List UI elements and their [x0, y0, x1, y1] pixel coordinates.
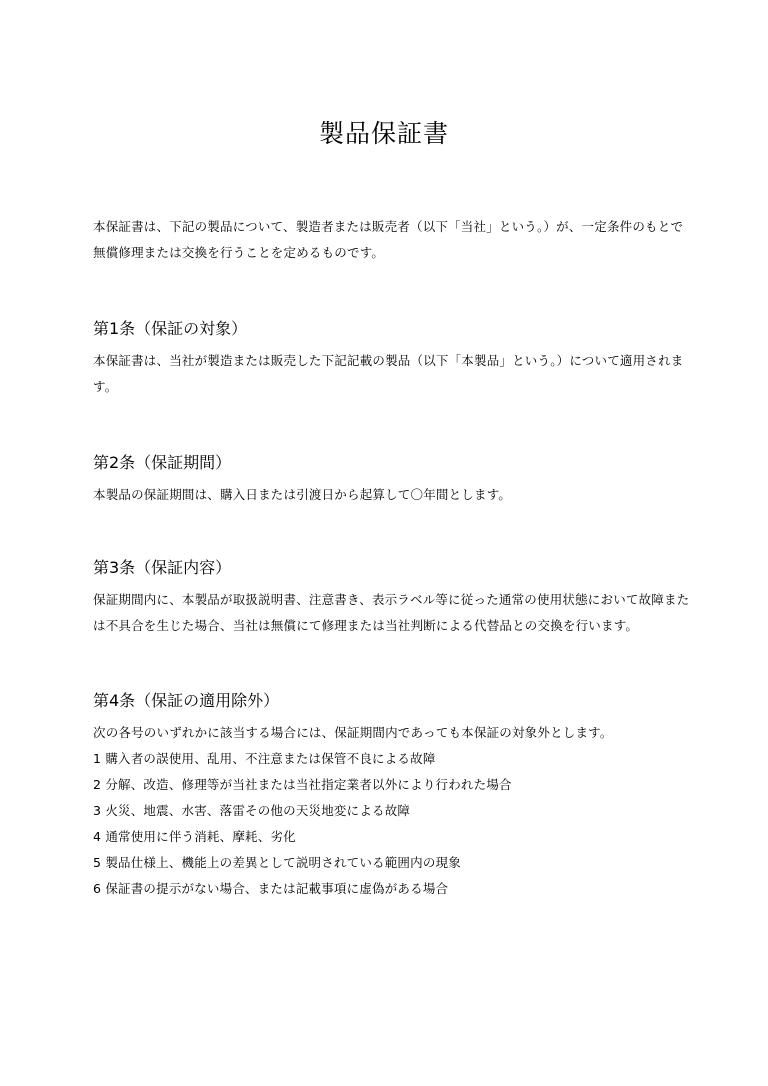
section-body: 本保証書は、当社が製造または販売した下記記載の製品（以下「本製品」という。）について適用されます。	[93, 353, 684, 394]
section-body: 保証期間内に、本製品が取扱説明書、注意書き、表示ラベル等に従った通常の使用状態において故障または不具合を生じた場合、当社は無償にて修理または当社判断による代替品との交換を行います。	[93, 592, 690, 633]
intro-paragraph: 本保証書は、下記の製品について、製造者または販売者（以下「当社」という。）が、一定条件のもとで無償修理または交換を行うことを定めるものです。	[93, 219, 684, 260]
section-heading: 第2条（保証期間）	[93, 453, 232, 472]
section-heading: 第4条（保証の適用除外）	[93, 691, 280, 710]
section-heading: 第3条（保証内容）	[93, 558, 232, 577]
section-article-3	[93, 557, 693, 639]
section-article-2	[93, 452, 693, 508]
section-body: 次の各号のいずれかに該当する場合には、保証期間内であっても本保証の対象外とします。	[93, 725, 613, 740]
exclusion-item: 5 製品仕様上、機能上の差異として説明されている範囲内の現象	[93, 855, 461, 870]
section-article-1	[93, 318, 693, 400]
section-heading: 第1条（保証の対象）	[93, 319, 248, 338]
document-title: 製品保証書	[318, 119, 449, 148]
exclusion-item: 6 保証書の提示がない場合、または記載事項に虚偽がある場合	[93, 881, 449, 896]
exclusion-item: 1 購入者の誤使用、乱用、不注意または保管不良による故障	[93, 751, 436, 766]
exclusion-item: 4 通常使用に伴う消耗、摩耗、劣化	[93, 829, 296, 844]
section-body: 本製品の保証期間は、購入日または引渡日から起算して〇年間とします。	[93, 487, 512, 502]
section-article-4	[93, 690, 693, 902]
exclusion-item: 3 火災、地震、水害、落雷その他の天災地変による故障	[93, 803, 411, 818]
exclusion-item: 2 分解、改造、修理等が当社または当社指定業者以外により行われた場合	[93, 777, 512, 792]
